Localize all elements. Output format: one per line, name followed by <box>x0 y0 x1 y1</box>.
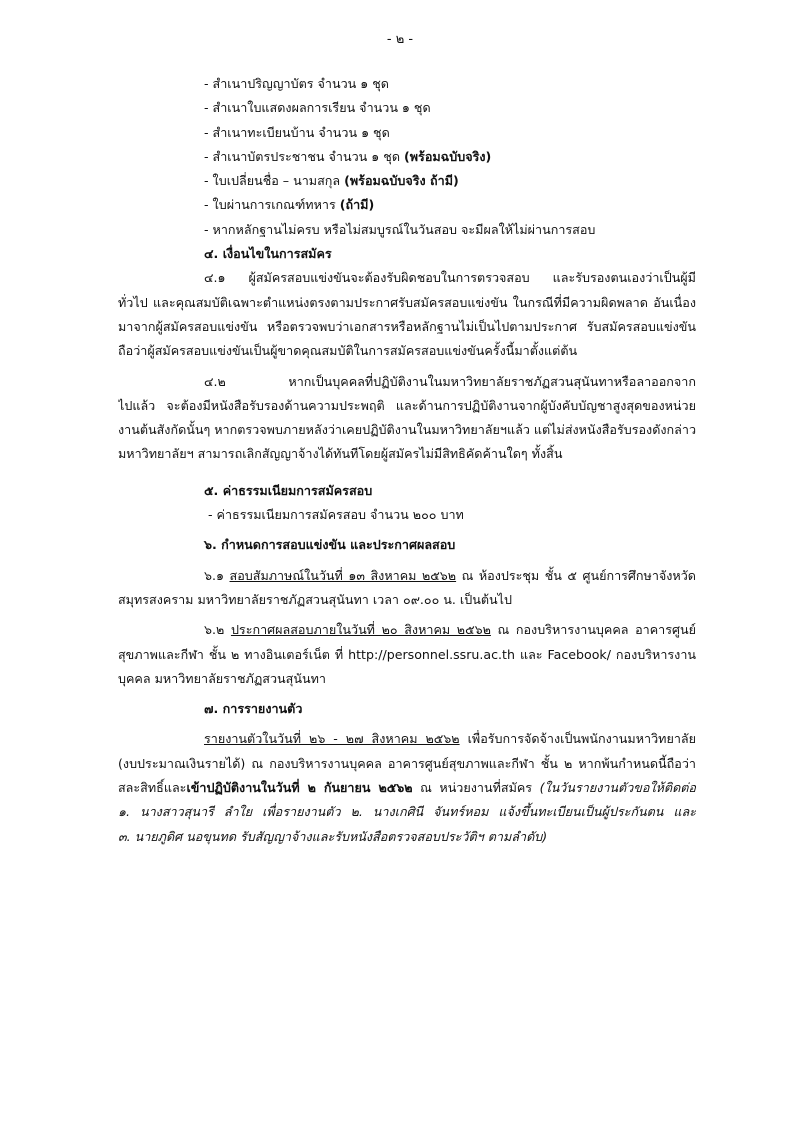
paragraph-line: ๓. นายภูดิศ นอขุนทด รับสัญญาจ้างและรับหนังสือตรวจสอบประวัติฯ ตามลำดับ) <box>118 828 548 844</box>
document-item-7: - หากหลักฐานไม่ครบ หรือไม่สมบูรณ์ในวันสอบ จะมีผลให้ไม่ผ่านการสอบ <box>204 221 596 237</box>
section-6-1-paragraph <box>118 564 696 613</box>
report-date: รายงานตัวในวันที่ ๒๖ - ๒๗ สิงหาคม ๒๕๖๒ <box>204 731 460 747</box>
section-7-paragraph <box>118 727 696 848</box>
paragraph-line: ถือว่าผู้สมัครสอบแข่งขันเป็นผู้ขาดคุณสมบัติในการสมัครสอบแข่งขันครั้งนี้มาตั้งแต่ต้น <box>118 343 578 359</box>
paragraph-line: ๔.๒ หากเป็นบุคคลที่ปฏิบัติงานในมหาวิทยาลัยราชภัฏสวนสุนันทาหรือลาออกจาก <box>204 373 696 389</box>
section-4-2-paragraph <box>118 370 696 467</box>
paragraph-line: ไปแล้ว จะต้องมีหนังสือรับรองด้านความประพฤติ และด้านการปฏิบัติงานจากผู้บังคับบัญชาสูงสุดของหน่วย <box>118 397 696 413</box>
section-4-1-paragraph <box>118 266 696 363</box>
section-7-heading: ๗. การรายงานตัว <box>204 701 303 717</box>
paragraph-line: (งบประมาณเงินรายได้) ณ กองบริหารงานบุคคล อาคารศูนย์สุขภาพและกีฬา ชั้น ๒ หากพ้นกำหนดนี้ถือว่า <box>118 755 696 771</box>
fee-item: - ค่าธรรมเนียมการสมัครสอบ จำนวน ๒๐๐ บาท <box>208 507 464 523</box>
page-number: - ๒ - <box>386 32 414 47</box>
paragraph-line: ทั่วไป และคุณสมบัติเฉพาะตำแหน่งตรงตามประกาศรับสมัครสอบแข่งขัน ในกรณีที่มีความผิดพลาด อันเนื่อง <box>118 294 696 310</box>
document-item-4: - สำเนาบัตรประชาชน จำนวน ๑ ชุด (พร้อมฉบับจริง) <box>204 148 492 164</box>
paragraph-line: ๑. นางสาวสุนารี ลำใย เพื่อรายงานตัว ๒. นางเกศินี จันทร์หอม แจ้งขึ้นทะเบียนเป็นผู้ประกันตน และ <box>118 804 696 820</box>
section-6-heading: ๖. กำหนดการสอบแข่งขัน และประกาศผลสอบ <box>204 537 456 553</box>
interview-date: สอบสัมภาษณ์ในวันที่ ๑๓ สิงหาคม ๒๕๖๒ <box>229 567 457 583</box>
section-4-heading: ๔. เงื่อนไขในการสมัคร <box>204 246 332 262</box>
document-item-1: - สำเนาปริญญาบัตร จำนวน ๑ ชุด <box>204 76 389 91</box>
document-item-3: - สำเนาทะเบียนบ้าน จำนวน ๑ ชุด <box>204 124 390 140</box>
document-item-2: - สำเนาใบแสดงผลการเรียน จำนวน ๑ ชุด <box>204 100 431 116</box>
paragraph-line: บุคคล มหาวิทยาลัยราชภัฏสวนสุนันทา <box>118 670 326 686</box>
paragraph-line: ๔.๑ ผู้สมัครสอบแข่งขันจะต้องรับผิดชอบในการตรวจสอบ และรับรองตนเองว่าเป็นผู้มี <box>204 270 696 286</box>
section-5-heading: ๕. ค่าธรรมเนียมการสมัครสอบ <box>204 482 373 498</box>
paragraph-line: สุขภาพและกีฬา ชั้น ๒ ทางอินเตอร์เน็ต ที่ http://personnel.ssru.ac.th และ Facebook/ กองบริหารงาน <box>118 646 696 662</box>
paragraph-line: สมุทรสงคราม มหาวิทยาลัยราชภัฏสวนสุนันทา เวลา ๐๙.๐๐ น. เป็นต้นไป <box>118 591 512 607</box>
paragraph-line: ๖.๑ สอบสัมภาษณ์ในวันที่ ๑๓ สิงหาคม ๒๕๖๒ ณ ห้องประชุม ชั้น ๕ ศูนย์การศึกษาจังหวัด <box>204 567 696 583</box>
paragraph-line: มหาวิทยาลัยฯ สามารถเลิกสัญญาจ้างได้ทันทีโดยผู้สมัครไม่มีสิทธิคัดค้านใดๆ ทั้งสิ้น <box>118 446 563 462</box>
paragraph-line: งานต้นสังกัดนั้นๆ หากตรวจพบภายหลังว่าเคยปฏิบัติงานในมหาวิทยาลัยฯแล้ว แต่ไม่ส่งหนังสือรับรองดังกล่าว <box>118 422 696 438</box>
document-item-5: - ใบเปลี่ยนชื่อ – นามสกุล (พร้อมฉบับจริง ถ้ามี) <box>204 173 459 189</box>
document-item-6: - ใบผ่านการเกณฑ์ทหาร (ถ้ามี) <box>204 197 375 213</box>
paragraph-line: ๖.๒ ประกาศผลสอบภายในวันที่ ๒๐ สิงหาคม ๒๕๖๒ ณ กองบริหารงานบุคคล อาคารศูนย์ <box>204 622 696 638</box>
paragraph-line: รายงานตัวในวันที่ ๒๖ - ๒๗ สิงหาคม ๒๕๖๒ เพื่อรับการจัดจ้างเป็นพนักงานมหาวิทยาลัย <box>204 731 696 747</box>
paragraph-line: มาจากผู้สมัครสอบแข่งขัน หรือตรวจพบว่าเอกสารหรือหลักฐานไม่เป็นไปตามประกาศ รับสมัครสอบแข่งขัน <box>118 318 696 334</box>
section-6-2-paragraph <box>118 618 696 691</box>
start-work-date: เข้าปฏิบัติงานในวันที่ ๒ กันยายน ๒๕๖๒ <box>186 780 413 796</box>
required-documents-list <box>118 72 696 242</box>
paragraph-line: สละสิทธิ์และเข้าปฏิบัติงานในวันที่ ๒ กันยายน ๒๕๖๒ ณ หน่วยงานที่สมัคร (ในวันรายงานตัวขอให้ติดต่อ <box>118 780 696 796</box>
document-body <box>118 72 696 849</box>
announcement-date: ประกาศผลสอบภายในวันที่ ๒๐ สิงหาคม ๒๕๖๒ <box>230 622 491 638</box>
